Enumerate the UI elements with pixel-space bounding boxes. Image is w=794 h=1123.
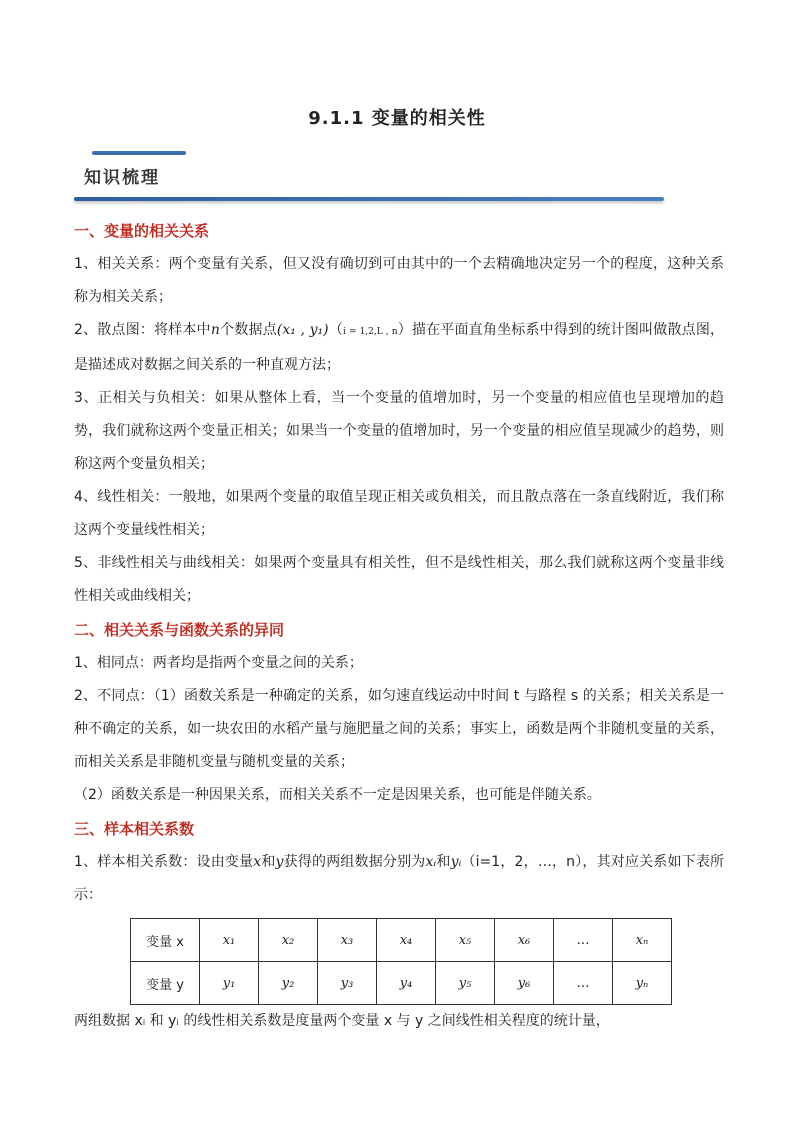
table-cell: … — [554, 919, 613, 962]
table-cell: x₁ — [200, 919, 259, 962]
table-cell: x₂ — [259, 919, 318, 962]
section-heading-1: 一、变量的相关关系 — [74, 222, 210, 240]
data-table — [130, 918, 672, 1005]
banner-decoration-top — [92, 151, 186, 155]
paragraph-scatter-plot: 2、散点图：将样本中n个数据点(x₁ , y₁)（i = 1,2,L , n）描在平面直角坐标系中得到的统计图叫做散点图，是描述成对数据之间关系的一种直观方法； — [74, 322, 725, 373]
paragraph-correlation-definition: 1、相关关系：两个变量有关系，但又没有确切到可由其中的一个去精确地决定另一个的程度，这种关系称为相关关系； — [74, 256, 724, 305]
section-banner: 知识梳理 — [84, 168, 160, 188]
paragraph-similarities: 1、相同点：两者均是指两个变量之间的关系； — [74, 655, 363, 671]
table-row-header: 变量 y — [131, 962, 200, 1005]
paragraph-correlation-coefficient: 两组数据 xᵢ 和 yᵢ 的线性相关系数是度量两个变量 x 与 y 之间线性相关程度的统计量， — [74, 1013, 610, 1029]
table-row — [131, 962, 672, 1005]
section-heading-2: 二、相关关系与函数关系的异同 — [74, 621, 285, 639]
paragraph-causal: （2）函数关系是一种因果关系，而相关关系不一定是因果关系，也可能是伴随关系。 — [74, 787, 601, 803]
table-cell: yₙ — [613, 962, 672, 1005]
document-body — [74, 214, 724, 1038]
paragraph-linear-correlation: 4、线性相关：一般地，如果两个变量的取值呈现正相关或负相关，而且散点落在一条直线附近，我们称这两个变量线性相关； — [74, 489, 724, 538]
table-cell: y₃ — [318, 962, 377, 1005]
table-cell: x₆ — [495, 919, 554, 962]
table-cell: y₁ — [200, 962, 259, 1005]
table-cell: y₄ — [377, 962, 436, 1005]
table-cell: y₅ — [436, 962, 495, 1005]
paragraph-nonlinear-correlation: 5、非线性相关与曲线相关：如果两个变量具有相关性，但不是线性相关，那么我们就称这两个变量非线性相关或曲线相关； — [74, 555, 724, 604]
paragraph-sample-correlation: 1、样本相关系数：设由变量x和y获得的两组数据分别为xᵢ和yᵢ（i=1，2，…，n），其对应关系如下表所示： — [74, 854, 725, 903]
table-row-header: 变量 x — [131, 919, 200, 962]
table-cell: x₅ — [436, 919, 495, 962]
page-title: 9.1.1 变量的相关性 — [308, 108, 486, 129]
table-cell: y₆ — [495, 962, 554, 1005]
table-row — [131, 919, 672, 962]
table-cell: x₄ — [377, 919, 436, 962]
table-cell: xₙ — [613, 919, 672, 962]
table-cell: x₃ — [318, 919, 377, 962]
paragraph-positive-negative: 3、正相关与负相关：如果从整体上看，当一个变量的值增加时，另一个变量的相应值也呈现增加的趋势，我们就称这两个变量正相关；如果当一个变量的值增加时，另一个变量的相应值呈现减少的趋势，则称这两个变量负相关； — [74, 390, 724, 472]
paragraph-differences: 2、不同点：（1）函数关系是一种确定的关系，如匀速直线运动中时间 t 与路程 s 的关系；相关关系是一种不确定的关系，如一块农田的水稻产量与施肥量之间的关系；事实上，函数是两个非随机变量的关系，而相关关系是非随机变量与随机变量的关系； — [74, 688, 724, 770]
table-cell: … — [554, 962, 613, 1005]
banner-decoration-bottom — [74, 197, 664, 201]
table-cell: y₂ — [259, 962, 318, 1005]
section-heading-3: 三、样本相关系数 — [74, 820, 195, 838]
